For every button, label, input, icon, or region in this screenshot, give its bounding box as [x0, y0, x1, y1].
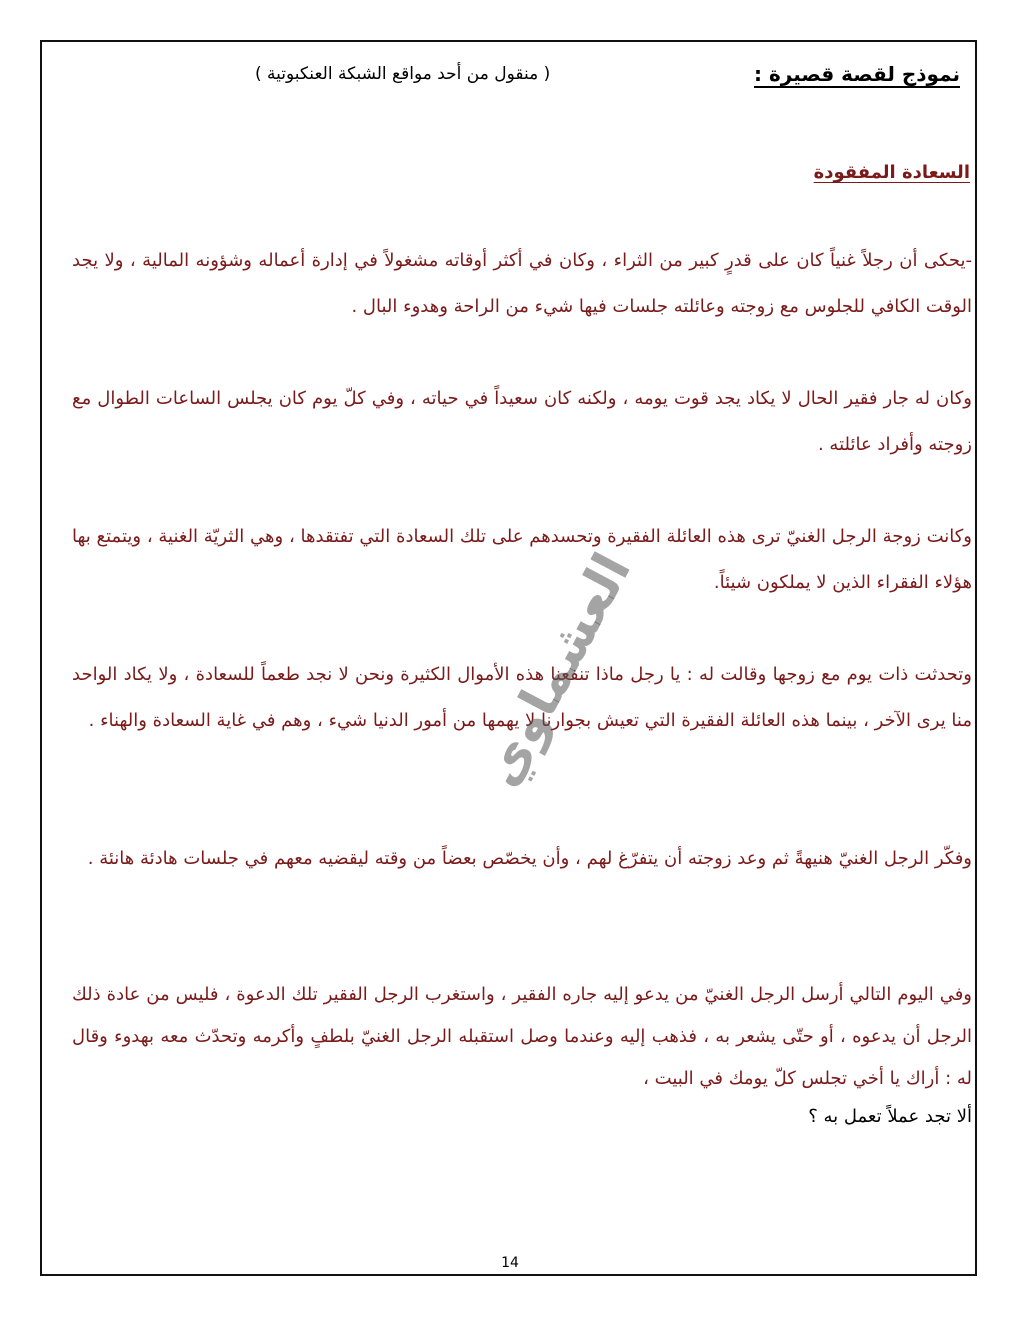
story-paragraph-7: ألا تجد عملاً تعمل به ؟: [808, 1106, 972, 1127]
header-source: ( منقول من أحد مواقع الشبكة العنكبوتية ): [255, 64, 551, 84]
watermark: العشماوي: [470, 543, 644, 797]
story-paragraph-4: وتحدثت ذات يوم مع زوجها وقالت له : يا رجل ماذا تنفعنا هذه الأموال الكثيرة ونحن لا نجد طعماً للسعادة ، ولا يكاد الواحد منا يرى الآخر ، بينما هذه العائلة الفقيرة التي تعيش بجوارنا لا يهمها من أمور الدنيا شيء ، وهم في غاية السعادة والهناء .: [72, 664, 972, 731]
header-title: نموذج لقصة قصيرة :: [754, 62, 960, 86]
story-title: السعادة المفقودة: [813, 162, 970, 183]
page-number: 14: [501, 1255, 519, 1271]
story-paragraph-3: وكانت زوجة الرجل الغنيّ ترى هذه العائلة الفقيرة وتحسدهم على تلك السعادة التي تفتقدها ، وهي الثريّة الغنية ، ويتمتع بها هؤلاء الفقراء الذين لا يملكون شيئاً.: [72, 526, 972, 593]
story-paragraph-5: وفكّر الرجل الغنيّ هنيهةً ثم وعد زوجته أن يتفرّغ لهم ، وأن يخصّص بعضاً من وقته ليقضيه معهم في جلسات هادئة هانئة .: [87, 848, 972, 869]
story-paragraph-1: -يحكى أن رجلاً غنياً كان على قدرٍ كبير من الثراء ، وكان في أكثر أوقاته مشغولاً في إدارة أعماله وشؤونه المالية ، ولا يجد الوقت الكافي للجلوس مع زوجته وعائلته جلسات فيها شيء من الراحة وهدوء البال .: [72, 250, 972, 317]
story-paragraph-6: وفي اليوم التالي أرسل الرجل الغنيّ من يدعو إليه جاره الفقير ، واستغرب الرجل الفقير تلك الدعوة ، فليس من عادة ذلك الرجل أن يدعوه ، أو حتّى يشعر به ، فذهب إليه وعندما وصل استقبله الرجل الغنيّ بلطفٍ وأكرمه وتحدّث معه بهدوء وقال له : أراك يا أخي تجلس كلّ يومك في البيت ،: [72, 984, 972, 1089]
story-paragraph-2: وكان له جار فقير الحال لا يكاد يجد قوت يومه ، ولكنه كان سعيداً في حياته ، وفي كلّ يوم كان يجلس الساعات الطوال مع زوجته وأفراد عائلته .: [72, 388, 972, 455]
